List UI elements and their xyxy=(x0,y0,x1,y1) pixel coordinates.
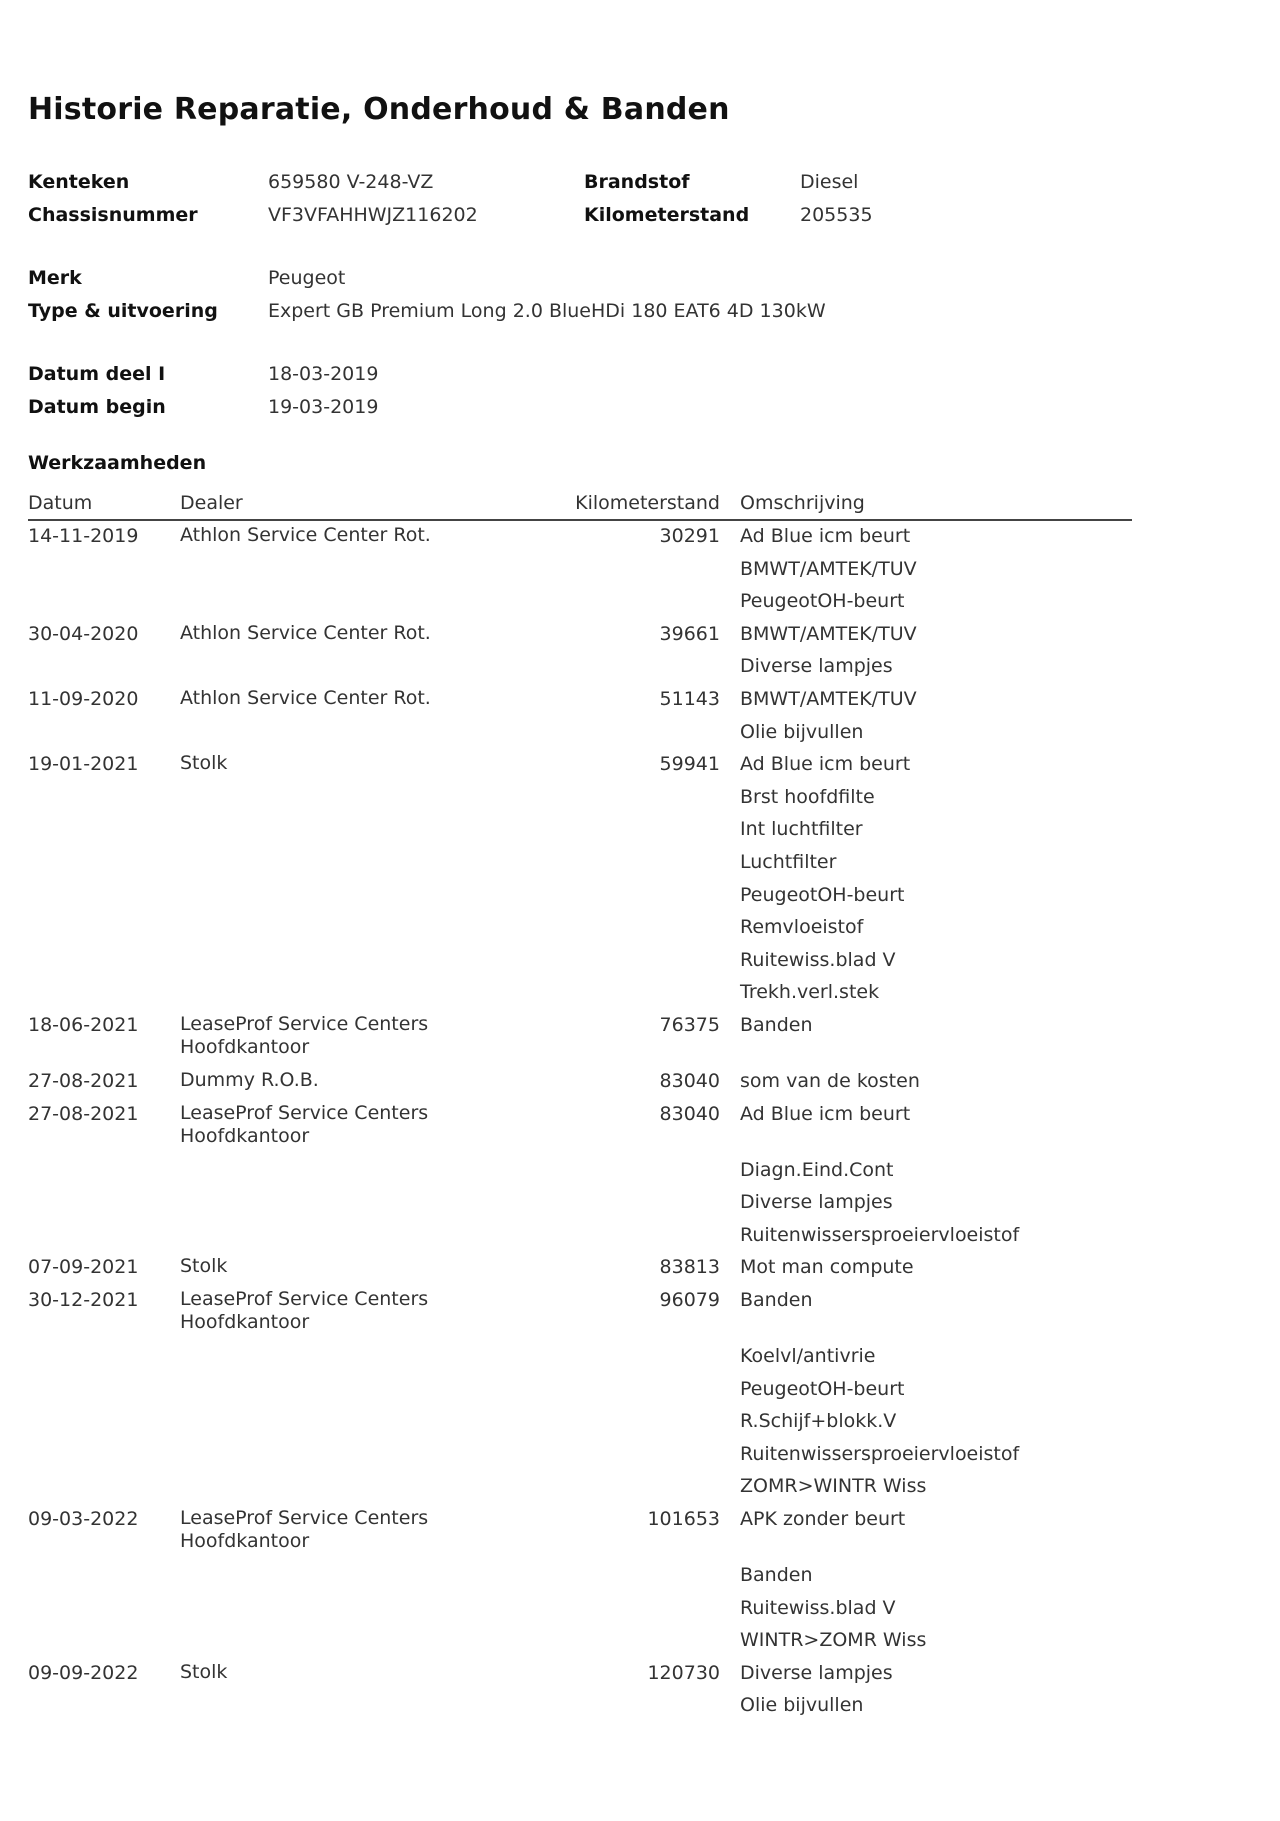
datum-begin-value: 19-03-2019 xyxy=(268,396,379,418)
row-kilometerstand: 120730 xyxy=(647,1661,720,1684)
row-omschrijving-item: APK zonder beurt xyxy=(740,1508,906,1530)
row-datum: 07-09-2021 xyxy=(28,1256,139,1279)
row-datum: 19-01-2021 xyxy=(28,753,139,776)
row-kilometerstand: 83040 xyxy=(659,1102,720,1125)
header-dealer: Dealer xyxy=(180,492,243,514)
row-omschrijving-item: som van de kosten xyxy=(740,1070,920,1092)
row-datum: 30-04-2020 xyxy=(28,622,139,645)
datum-deel-label: Datum deel I xyxy=(28,363,166,385)
row-kilometerstand: 83040 xyxy=(659,1070,720,1092)
row-datum: 18-06-2021 xyxy=(28,1014,139,1036)
row-omschrijving-item: R.Schijf+blokk.V xyxy=(740,1410,897,1433)
row-omschrijving-item: Koelvl/antivrie xyxy=(740,1345,876,1367)
header-datum: Datum xyxy=(28,492,93,514)
row-omschrijving-item: ZOMR>WINTR Wiss xyxy=(740,1475,927,1498)
row-kilometerstand: 76375 xyxy=(659,1014,720,1036)
kenteken-label: Kenteken xyxy=(28,171,130,193)
row-omschrijving-item: Mot man compute xyxy=(740,1256,914,1279)
row-omschrijving-item: PeugeotOH-beurt xyxy=(740,1377,905,1400)
row-datum: 30-12-2021 xyxy=(28,1289,139,1311)
row-dealer: Dummy R.O.B. xyxy=(180,1069,319,1091)
row-omschrijving-item: Diverse lampjes xyxy=(740,1191,893,1214)
row-omschrijving-item: Diagn.Eind.Cont xyxy=(740,1158,894,1181)
row-dealer: Athlon Service Center Rot. xyxy=(180,621,431,644)
kilometerstand-value: 205535 xyxy=(800,204,873,226)
brandstof-value: Diesel xyxy=(800,171,859,193)
section-title: Werkzaamheden xyxy=(28,452,207,474)
row-datum: 11-09-2020 xyxy=(28,688,139,710)
type-label: Type & uitvoering xyxy=(28,300,218,322)
row-datum: 09-03-2022 xyxy=(28,1508,139,1530)
header-omschrijving: Omschrijving xyxy=(740,492,865,514)
merk-label: Merk xyxy=(28,267,82,289)
kilometerstand-label: Kilometerstand xyxy=(584,204,750,226)
row-dealer: LeaseProf Service Centers Hoofdkantoor xyxy=(180,1101,429,1147)
row-omschrijving-item: Brst hoofdfilte xyxy=(740,785,875,808)
row-omschrijving-item: WINTR>ZOMR Wiss xyxy=(740,1629,927,1652)
row-dealer: LeaseProf Service Centers Hoofdkantoor xyxy=(180,1013,429,1058)
row-dealer: LeaseProf Service Centers Hoofdkantoor xyxy=(180,1288,429,1333)
row-dealer: Stolk xyxy=(180,1660,228,1683)
brandstof-label: Brandstof xyxy=(584,171,690,193)
row-omschrijving-item: Banden xyxy=(740,1564,813,1586)
row-omschrijving-item: BMWT/AMTEK/TUV xyxy=(740,688,917,710)
row-omschrijving-item: Olie bijvullen xyxy=(740,720,864,743)
row-omschrijving-item: Ad Blue icm beurt xyxy=(740,525,911,547)
row-omschrijving-item: Banden xyxy=(740,1014,813,1036)
row-datum: 27-08-2021 xyxy=(28,1102,139,1125)
header-kilometerstand: Kilometerstand xyxy=(575,492,720,514)
row-omschrijving-item: Ruitewiss.blad V xyxy=(740,948,896,971)
row-kilometerstand: 51143 xyxy=(659,688,720,710)
row-omschrijving-item: BMWT/AMTEK/TUV xyxy=(740,557,917,580)
row-omschrijving-item: Ad Blue icm beurt xyxy=(740,753,911,776)
row-dealer: Athlon Service Center Rot. xyxy=(180,524,431,546)
row-omschrijving-item: PeugeotOH-beurt xyxy=(740,883,905,906)
kenteken-value: 659580 V-248-VZ xyxy=(268,171,434,193)
row-omschrijving-item: Banden xyxy=(740,1289,813,1311)
type-value: Expert GB Premium Long 2.0 BlueHDi 180 EAT6 4D 130kW xyxy=(268,300,826,322)
row-omschrijving-item: BMWT/AMTEK/TUV xyxy=(740,622,917,645)
row-dealer: Stolk xyxy=(180,752,228,775)
row-datum: 27-08-2021 xyxy=(28,1070,139,1092)
merk-value: Peugeot xyxy=(268,267,346,289)
row-omschrijving-item: Trekh.verl.stek xyxy=(740,981,880,1004)
chassis-label: Chassisnummer xyxy=(28,204,198,226)
row-omschrijving-item: Olie bijvullen xyxy=(740,1694,864,1717)
row-omschrijving-item: Ruitenwissersproeiervloeistof xyxy=(740,1442,1020,1465)
page-title: Historie Reparatie, Onderhoud & Banden xyxy=(28,92,730,127)
row-kilometerstand: 96079 xyxy=(659,1289,720,1311)
row-dealer: Athlon Service Center Rot. xyxy=(180,687,431,709)
header-divider xyxy=(28,519,1132,521)
row-omschrijving-item: Remvloeistof xyxy=(740,916,864,939)
row-kilometerstand: 59941 xyxy=(659,753,720,776)
row-kilometerstand: 101653 xyxy=(647,1508,720,1530)
row-omschrijving-item: Diverse lampjes xyxy=(740,655,893,678)
row-kilometerstand: 83813 xyxy=(659,1256,720,1279)
row-omschrijving-item: Diverse lampjes xyxy=(740,1661,893,1684)
row-dealer: LeaseProf Service Centers Hoofdkantoor xyxy=(180,1507,429,1552)
row-omschrijving-item: Ruitenwissersproeiervloeistof xyxy=(740,1223,1020,1246)
row-datum: 14-11-2019 xyxy=(28,525,139,547)
row-omschrijving-item: Ad Blue icm beurt xyxy=(740,1102,911,1125)
row-dealer: Stolk xyxy=(180,1255,228,1278)
row-omschrijving-item: Int luchtfilter xyxy=(740,818,863,841)
datum-deel-value: 18-03-2019 xyxy=(268,363,379,385)
row-datum: 09-09-2022 xyxy=(28,1661,139,1684)
row-omschrijving-item: Ruitewiss.blad V xyxy=(740,1596,896,1619)
row-kilometerstand: 30291 xyxy=(659,525,720,547)
row-omschrijving-item: PeugeotOH-beurt xyxy=(740,590,905,613)
row-kilometerstand: 39661 xyxy=(659,622,720,645)
datum-begin-label: Datum begin xyxy=(28,396,166,418)
row-omschrijving-item: Luchtfilter xyxy=(740,851,837,873)
chassis-value: VF3VFAHHWJZ116202 xyxy=(268,204,478,226)
